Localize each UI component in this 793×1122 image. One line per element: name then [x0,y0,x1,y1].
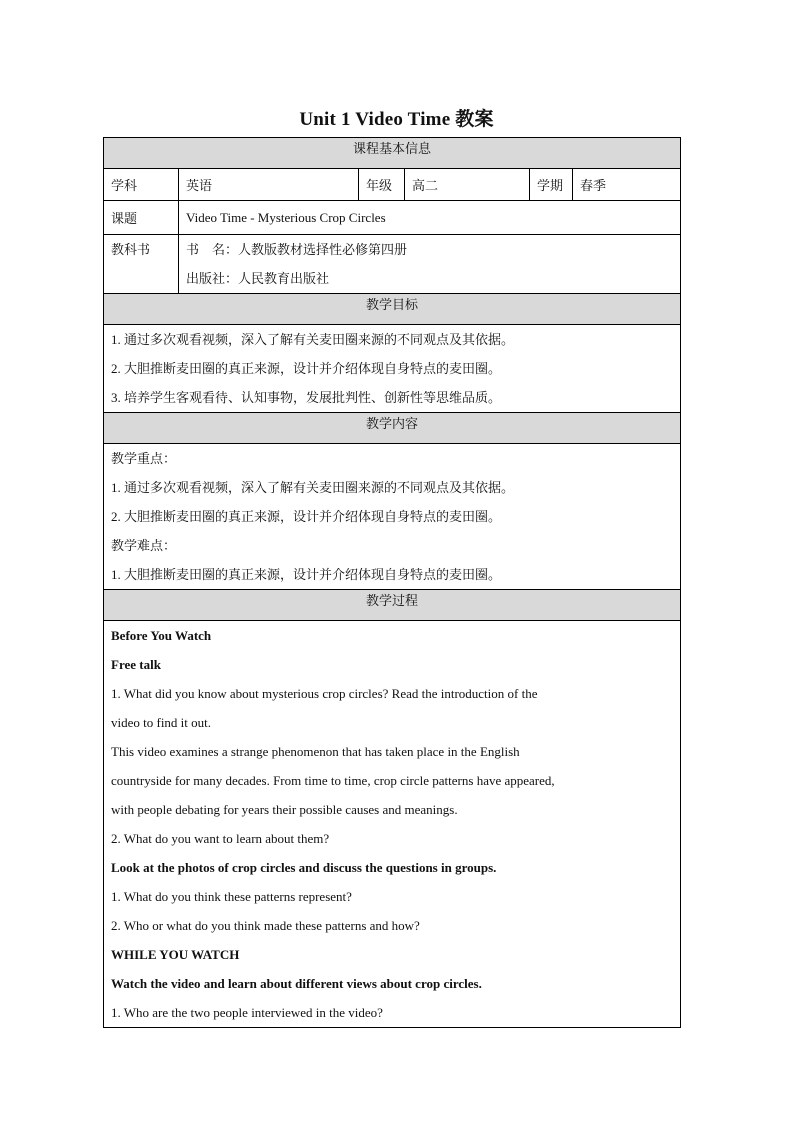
term-value: 春季 [573,169,681,201]
process-heading: Before You Watch [111,628,212,643]
process-line: 2. Who or what do you think made these patterns and how? [111,918,420,933]
content-line: 1. 通过多次观看视频，深入了解有关麦田圈来源的不同观点及其依据。 [111,480,515,495]
process-line: 1. Who are the two people interviewed in the video? [111,1005,383,1020]
textbook-label-cell [104,235,179,294]
document-title: Unit 1 Video Time 教案 [299,109,494,130]
textbook-publisher: 出版社：人民教育出版社 [186,271,330,286]
textbook-name: 书 名：人教版教材选择性必修第四册 [186,242,408,257]
topic-label: 课题 [104,201,179,235]
topic-value: Video Time - Mysterious Crop Circles [179,201,681,235]
section-header-objectives: 教学目标 [104,294,681,325]
grade-label: 年级 [359,169,405,201]
content-cell [104,444,681,590]
process-heading: Free talk [111,657,161,672]
lesson-plan-table [103,137,681,1028]
content-line: 教学难点： [111,538,177,553]
content-line: 1. 大胆推断麦田圈的真正来源，设计并介绍体现自身特点的麦田圈。 [111,567,502,582]
process-heading: Watch the video and learn about different views about crop circles. [111,976,482,991]
subject-value: 英语 [179,169,359,201]
objective-item: 3. 培养学生客观看待、认知事物，发展批判性、创新性等思维品质。 [111,390,502,405]
info-row-textbook [104,235,681,294]
process-line: This video examines a strange phenomenon that has taken place in the English [111,744,520,759]
textbook-label: 教科书 [111,242,151,257]
process-heading: Look at the photos of crop circles and discuss the questions in groups. [111,860,497,875]
process-line: with people debating for years their possible causes and meanings. [111,802,458,817]
process-heading: WHILE YOU WATCH [111,947,240,962]
content-line: 教学重点： [111,451,177,466]
process-line: 1. What did you know about mysterious crop circles? Read the introduction of the [111,686,538,701]
term-label: 学期 [530,169,573,201]
process-line: video to find it out. [111,715,212,730]
grade-value: 高二 [405,169,530,201]
section-header-process: 教学过程 [104,590,681,621]
content-line: 2. 大胆推断麦田圈的真正来源，设计并介绍体现自身特点的麦田圈。 [111,509,502,524]
objective-item: 2. 大胆推断麦田圈的真正来源，设计并介绍体现自身特点的麦田圈。 [111,361,502,376]
objectives-cell [104,325,681,413]
process-line: countryside for many decades. From time to time, crop circle patterns have appeared, [111,773,555,788]
textbook-value-cell [179,235,681,294]
objective-item: 1. 通过多次观看视频，深入了解有关麦田圈来源的不同观点及其依据。 [111,332,515,347]
subject-label: 学科 [104,169,179,201]
process-line: 1. What do you think these patterns represent? [111,889,352,904]
process-line: 2. What do you want to learn about them? [111,831,330,846]
section-header-content: 教学内容 [104,413,681,444]
info-row-topic [104,201,681,235]
info-row-subject [104,169,681,201]
section-header-basic-info: 课程基本信息 [104,138,681,169]
process-cell [104,621,681,1028]
